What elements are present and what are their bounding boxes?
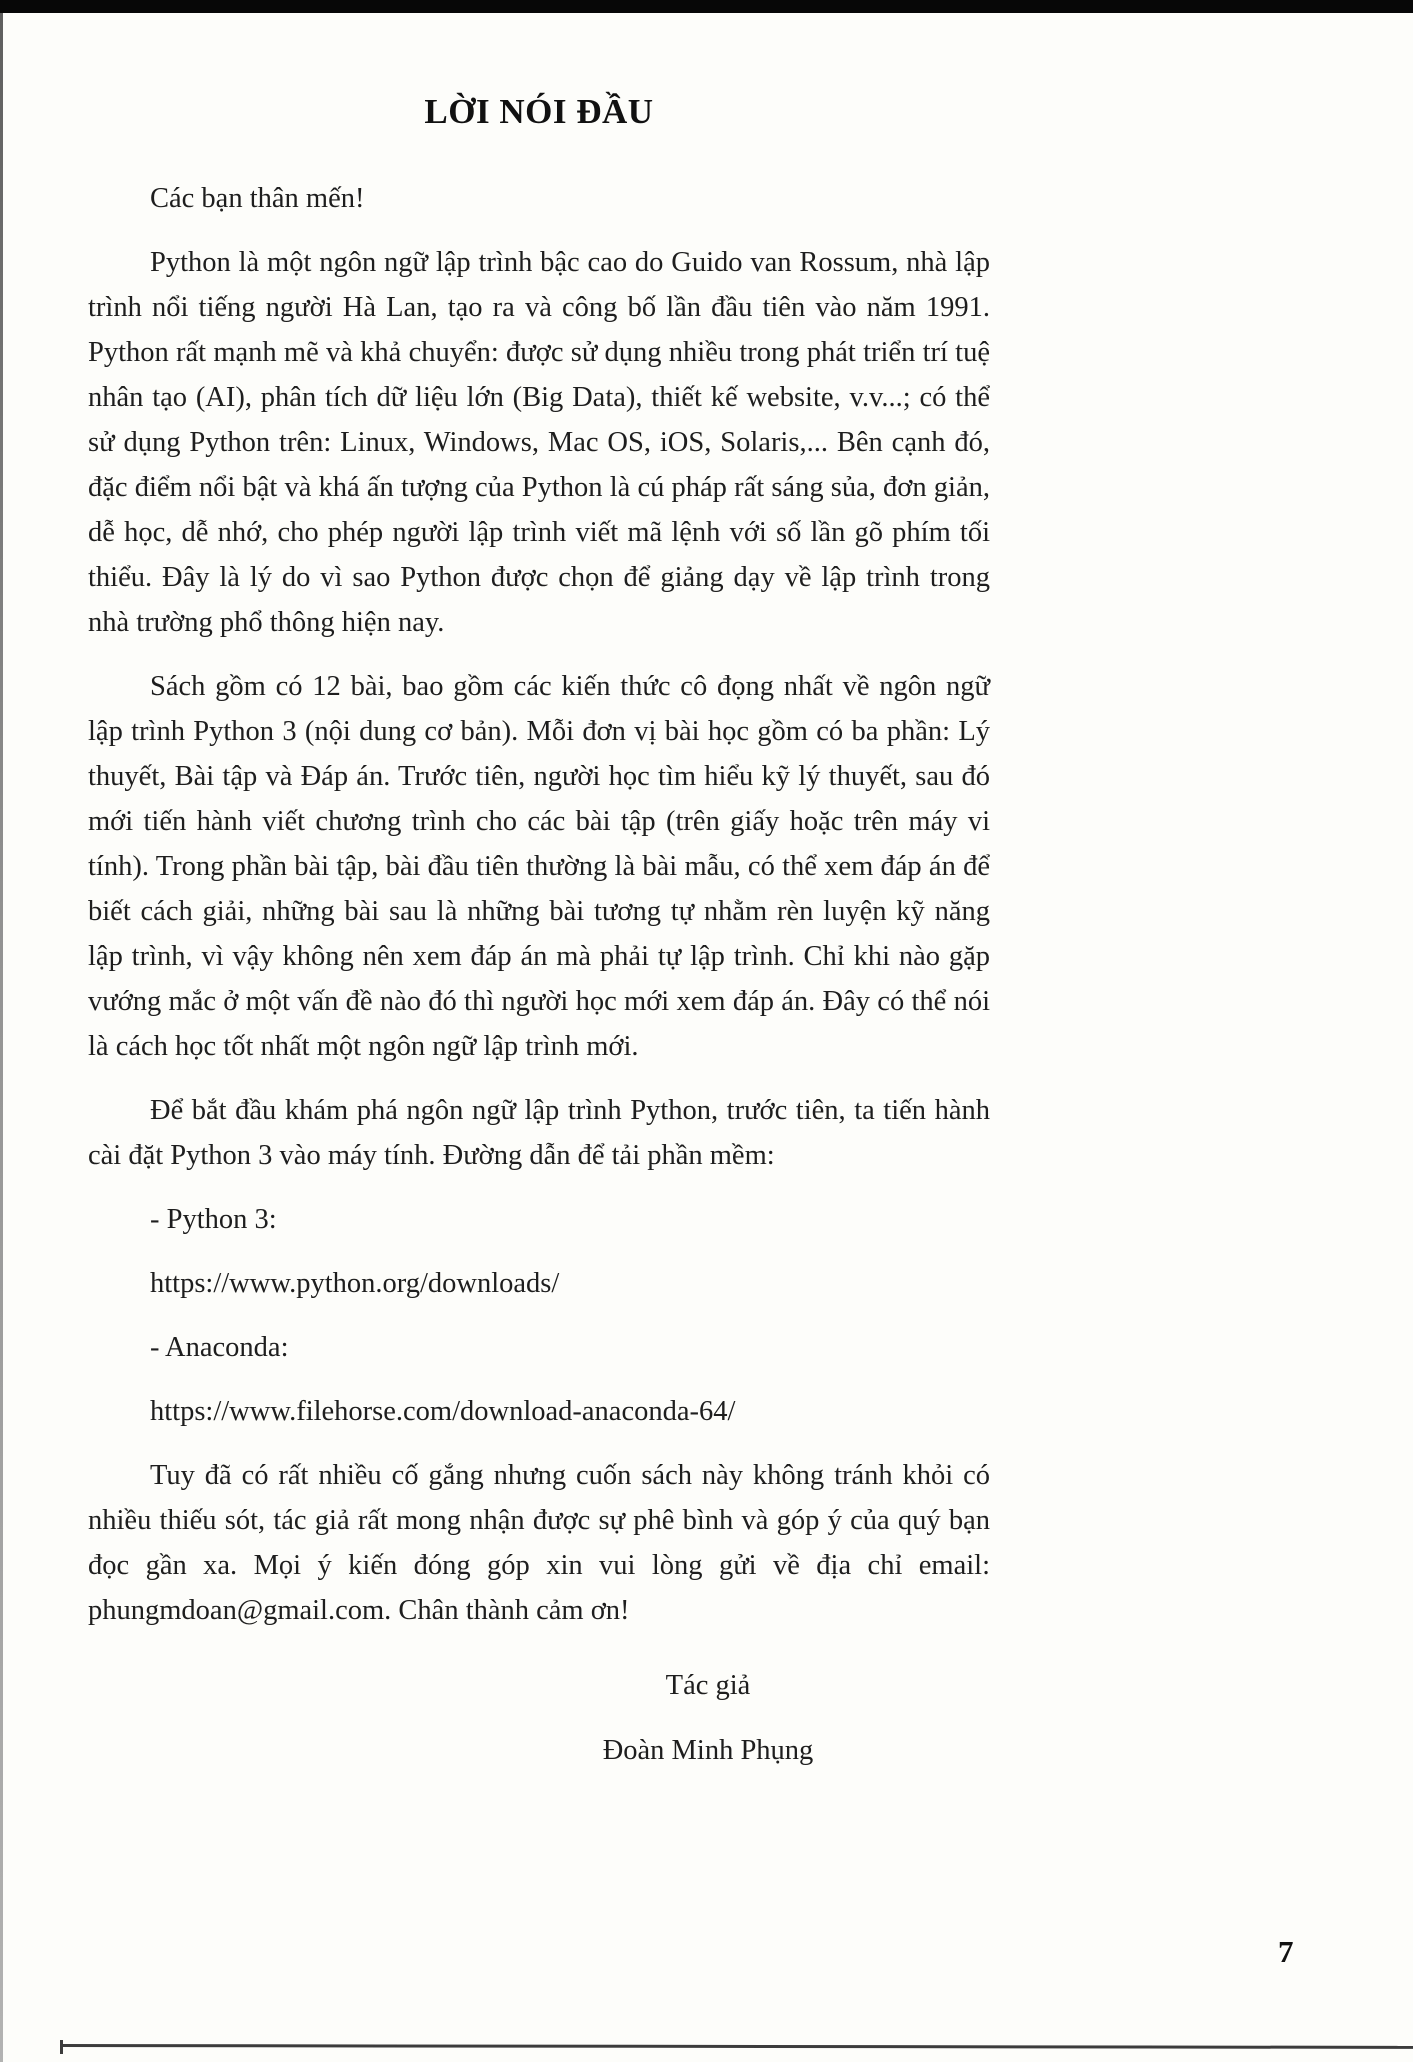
signature-author: Đoàn Minh Phụng: [602, 1735, 814, 1766]
page-title: LỜI NÓI ĐẦU: [424, 92, 654, 131]
paragraph-python-intro: Python là một ngôn ngữ lập trình bậc cao do Guido van Rossum, nhà lập trình nổi tiếng người Hà Lan, tạo ra và công bố lần đầu tiên vào năm 1991. Python rất mạnh mẽ và khả chuyển: được sử dụng nhiều trong phát triển trí tuệ nhân tạo (AI), phân tích dữ liệu lớn (Big Data), thiết kế website, v.v...; có thể sử dụng Python trên: Linux, Windows, Mac OS, iOS, Solaris,... Bên cạnh đó, đặc điểm nổi bật và khá ấn tượng của Python là cú pháp rất sáng sủa, đơn giản, dễ học, dễ nhớ, cho phép người lập trình viết mã lệnh với số lần gõ phím tối thiểu. Đây là lý do vì sao Python được chọn để giảng dạy về lập trình trong nhà trường phổ thông hiện nay.: [88, 247, 990, 638]
scan-edge-left: [0, 13, 3, 2062]
scan-edge-bottom-corner: [60, 2040, 63, 2054]
paragraph-greeting: Các bạn thân mến!: [150, 183, 365, 214]
page-content: [88, 92, 990, 1773]
list-item-python3: - Python 3:: [150, 1204, 277, 1235]
paragraph-closing: Tuy đã có rất nhiều cố gắng nhưng cuốn sách này không tránh khỏi có nhiều thiếu sót, tác giả rất mong nhận được sự phê bình và góp ý của quý bạn đọc gần xa. Mọi ý kiến đóng góp xin vui lòng gửi về địa chỉ email: phungmdoan@gmail.com. Chân thành cảm ơn!: [88, 1460, 990, 1626]
python-download-url: https://www.python.org/downloads/: [150, 1268, 560, 1299]
signature-block: [558, 1663, 858, 1773]
scan-edge-top: [0, 0, 1413, 13]
paragraph-book-structure: Sách gồm có 12 bài, bao gồm các kiến thức cô đọng nhất về ngôn ngữ lập trình Python 3 (nội dung cơ bản). Mỗi đơn vị bài học gồm có ba phần: Lý thuyết, Bài tập và Đáp án. Trước tiên, người học tìm hiểu kỹ lý thuyết, sau đó mới tiến hành viết chương trình cho các bài tập (trên giấy hoặc trên máy vi tính). Trong phần bài tập, bài đầu tiên thường là bài mẫu, có thể xem đáp án để biết cách giải, những bài sau là những bài tương tự nhằm rèn luyện kỹ năng lập trình, vì vậy không nên xem đáp án mà phải tự lập trình. Chỉ khi nào gặp vướng mắc ở một vấn đề nào đó thì người học mới xem đáp án. Đây có thể nói là cách học tốt nhất một ngôn ngữ lập trình mới.: [88, 671, 990, 1062]
paragraph-install-instructions: Để bắt đầu khám phá ngôn ngữ lập trình Python, trước tiên, ta tiến hành cài đặt Python 3 vào máy tính. Đường dẫn để tải phần mềm:: [88, 1095, 990, 1171]
anaconda-download-url: https://www.filehorse.com/download-anaconda-64/: [150, 1396, 736, 1427]
list-item-anaconda: - Anaconda:: [150, 1332, 289, 1363]
page-number: 7: [1278, 1934, 1294, 1969]
scan-edge-bottom: [62, 2044, 1413, 2049]
signature-label: Tác giả: [665, 1670, 751, 1701]
